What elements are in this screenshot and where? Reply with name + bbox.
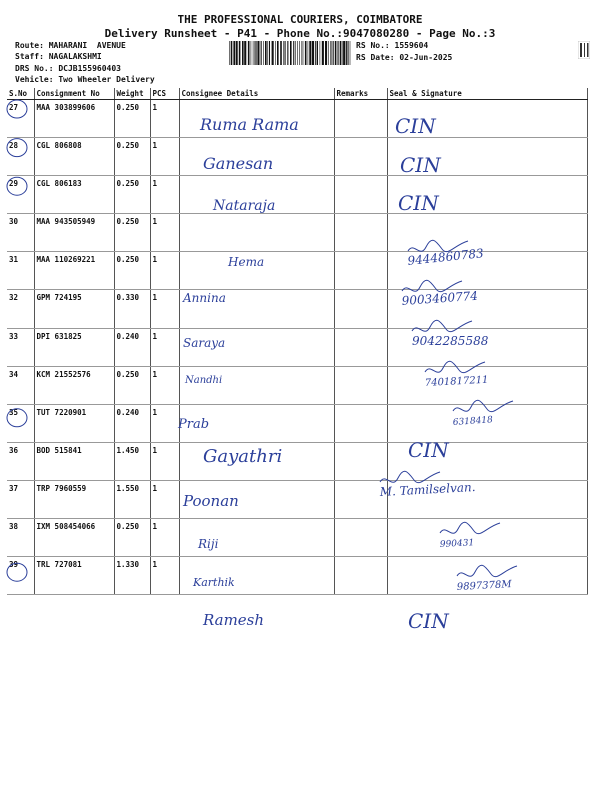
row-pcs: 1 xyxy=(150,557,179,595)
row-seal-cell xyxy=(387,480,587,518)
row-remarks-cell xyxy=(334,328,387,366)
consignee-name-handwritten: Nataraja xyxy=(213,198,276,214)
row-consignment-no: MAA 943505949 xyxy=(34,214,114,252)
table-row xyxy=(7,100,587,138)
row-consignment-no: BOD 515841 xyxy=(34,442,114,480)
consignee-name-handwritten: Saraya xyxy=(183,336,226,350)
staff-label: Staff: NAGALAKSHMI xyxy=(15,52,102,61)
row-sno: 27 xyxy=(7,100,34,138)
row-pcs: 1 xyxy=(150,290,179,328)
row-seal-cell xyxy=(387,138,587,176)
row-consignment-no: MAA 303899606 xyxy=(34,100,114,138)
table-row xyxy=(7,176,587,214)
consignee-name-handwritten: Nandhi xyxy=(185,375,223,386)
row-pcs: 1 xyxy=(150,100,179,138)
vehicle-label: Vehicle: Two Wheeler Delivery xyxy=(15,75,155,84)
table-header-row xyxy=(7,88,587,100)
row-consignee-cell xyxy=(179,290,334,328)
consignee-name-handwritten: Gayathri xyxy=(203,446,283,467)
row-sno: 30 xyxy=(7,214,34,252)
row-weight: 1.550 xyxy=(114,480,150,518)
row-consignee-cell xyxy=(179,252,334,290)
col-pcs: PCS xyxy=(150,88,179,100)
row-sno: 28 xyxy=(7,138,34,176)
runsheet-title: Delivery Runsheet - P41 - Phone No.:9047080280 - Page No.:3 xyxy=(104,27,496,40)
row-seal-cell xyxy=(387,519,587,557)
row-weight: 0.250 xyxy=(114,176,150,214)
table-row xyxy=(7,404,587,442)
row-remarks-cell xyxy=(334,290,387,328)
seal-signature-handwritten: M. Tamilselvan. xyxy=(379,480,476,499)
row-weight: 0.250 xyxy=(114,252,150,290)
row-consignee-cell xyxy=(179,404,334,442)
row-consignment-no: DPI 631825 xyxy=(34,328,114,366)
row-seal-cell xyxy=(387,290,587,328)
row-remarks-cell xyxy=(334,557,387,595)
seal-signature-handwritten: 6318418 xyxy=(452,415,494,428)
row-sno: 29 xyxy=(7,176,34,214)
row-seal-cell xyxy=(387,214,587,252)
consignee-name-handwritten: Ramesh xyxy=(203,611,265,629)
row-seal-cell xyxy=(387,404,587,442)
col-seal: Seal & Signature xyxy=(387,88,587,100)
company-title: THE PROFESSIONAL COURIERS, COIMBATORE xyxy=(177,13,423,26)
row-consignee-cell xyxy=(179,442,334,480)
row-seal-cell xyxy=(387,328,587,366)
row-consignee-cell xyxy=(179,138,334,176)
row-consignment-no: CGL 806183 xyxy=(34,176,114,214)
row-remarks-cell xyxy=(334,442,387,480)
seal-signature-handwritten: 990431 xyxy=(439,538,475,550)
runsheet-table xyxy=(7,88,588,595)
row-remarks-cell xyxy=(334,252,387,290)
row-sno: 36 xyxy=(7,442,34,480)
seal-signature-handwritten: 9444860783 xyxy=(406,246,485,268)
row-consignee-cell xyxy=(179,366,334,404)
row-consignment-no: GPM 724195 xyxy=(34,290,114,328)
row-pcs: 1 xyxy=(150,252,179,290)
col-consignee: Consignee Details xyxy=(179,88,334,100)
row-consignee-cell xyxy=(179,214,334,252)
row-seal-cell xyxy=(387,557,587,595)
row-pcs: 1 xyxy=(150,214,179,252)
row-remarks-cell xyxy=(334,100,387,138)
row-weight: 1.330 xyxy=(114,557,150,595)
row-seal-cell xyxy=(387,252,587,290)
row-sno: 31 xyxy=(7,252,34,290)
seal-signature-handwritten: 9003460774 xyxy=(401,288,479,308)
row-sno: 32 xyxy=(7,290,34,328)
row-remarks-cell xyxy=(334,176,387,214)
row-pcs: 1 xyxy=(150,519,179,557)
row-pcs: 1 xyxy=(150,480,179,518)
consignee-name-handwritten: Ganesan xyxy=(203,154,274,173)
table-row xyxy=(7,557,587,595)
table-row xyxy=(7,442,587,480)
row-consignee-cell xyxy=(179,176,334,214)
row-sno: 35 xyxy=(7,404,34,442)
row-pcs: 1 xyxy=(150,366,179,404)
consignee-name-handwritten: Ruma Rama xyxy=(200,115,299,134)
row-sno: 39 xyxy=(7,557,34,595)
row-remarks-cell xyxy=(334,519,387,557)
row-weight: 0.250 xyxy=(114,214,150,252)
seal-signature-handwritten: 7401817211 xyxy=(424,374,489,389)
table-row xyxy=(7,519,587,557)
table-row xyxy=(7,252,587,290)
row-weight: 0.250 xyxy=(114,519,150,557)
row-pcs: 1 xyxy=(150,404,179,442)
seal-signature-handwritten: CIN xyxy=(400,153,441,177)
row-weight: 0.240 xyxy=(114,404,150,442)
table-row xyxy=(7,328,587,366)
seal-signature-handwritten: CIN xyxy=(395,114,436,138)
row-weight: 0.250 xyxy=(114,100,150,138)
consignee-name-handwritten: Prab xyxy=(178,417,210,432)
row-consignment-no: MAA 110269221 xyxy=(34,252,114,290)
col-weight: Weight xyxy=(114,88,150,100)
row-weight: 0.250 xyxy=(114,366,150,404)
seal-signature-handwritten: 9042285588 xyxy=(412,334,489,348)
col-sno: S.No xyxy=(7,88,34,100)
table-row xyxy=(7,480,587,518)
row-consignee-cell xyxy=(179,328,334,366)
row-remarks-cell xyxy=(334,138,387,176)
seal-signature-handwritten: CIN xyxy=(398,191,439,215)
row-seal-cell xyxy=(387,366,587,404)
table-row xyxy=(7,214,587,252)
row-consignment-no: CGL 806808 xyxy=(34,138,114,176)
seal-signature-handwritten: CIN xyxy=(408,609,449,633)
consignee-name-handwritten: Karthik xyxy=(193,576,235,589)
row-consignment-no: IXM 508454066 xyxy=(34,519,114,557)
row-remarks-cell xyxy=(334,404,387,442)
row-weight: 1.450 xyxy=(114,442,150,480)
row-remarks-cell xyxy=(334,214,387,252)
rs-date: RS Date: 02-Jun-2025 xyxy=(356,53,453,62)
row-consignee-cell xyxy=(179,519,334,557)
barcode xyxy=(228,41,352,65)
row-seal-cell xyxy=(387,176,587,214)
row-weight: 0.240 xyxy=(114,328,150,366)
col-remarks: Remarks xyxy=(334,88,387,100)
row-consignment-no: KCM 21552576 xyxy=(34,366,114,404)
row-pcs: 1 xyxy=(150,176,179,214)
row-sno: 34 xyxy=(7,366,34,404)
row-consignment-no: TRP 7960559 xyxy=(34,480,114,518)
consignee-name-handwritten: Annina xyxy=(183,291,226,305)
row-seal-cell xyxy=(387,442,587,480)
col-consignment: Consignment No xyxy=(34,88,114,100)
row-consignment-no: TRL 727081 xyxy=(34,557,114,595)
drs-number: DRS No.: DCJB155960403 xyxy=(15,64,121,73)
corner-barcode xyxy=(578,41,590,59)
row-consignee-cell xyxy=(179,480,334,518)
row-pcs: 1 xyxy=(150,328,179,366)
row-remarks-cell xyxy=(334,480,387,518)
rs-number: RS No.: 1559604 xyxy=(356,41,429,50)
row-pcs: 1 xyxy=(150,442,179,480)
seal-signature-handwritten: 9897378M xyxy=(456,579,512,593)
table-row xyxy=(7,366,587,404)
route-label: Route: MAHARANI AVENUE xyxy=(15,41,126,50)
row-consignee-cell xyxy=(179,100,334,138)
row-sno: 33 xyxy=(7,328,34,366)
consignee-name-handwritten: Riji xyxy=(198,537,219,551)
table-row xyxy=(7,290,587,328)
table-row xyxy=(7,138,587,176)
row-consignment-no: TUT 7220901 xyxy=(34,404,114,442)
consignee-name-handwritten: Poonan xyxy=(183,492,239,510)
row-weight: 0.250 xyxy=(114,138,150,176)
row-sno: 38 xyxy=(7,519,34,557)
row-weight: 0.330 xyxy=(114,290,150,328)
row-seal-cell xyxy=(387,100,587,138)
row-consignee-cell xyxy=(179,557,334,595)
row-pcs: 1 xyxy=(150,138,179,176)
consignee-name-handwritten: Hema xyxy=(228,255,265,269)
row-sno: 37 xyxy=(7,480,34,518)
seal-signature-handwritten: CIN xyxy=(408,438,449,462)
row-remarks-cell xyxy=(334,366,387,404)
